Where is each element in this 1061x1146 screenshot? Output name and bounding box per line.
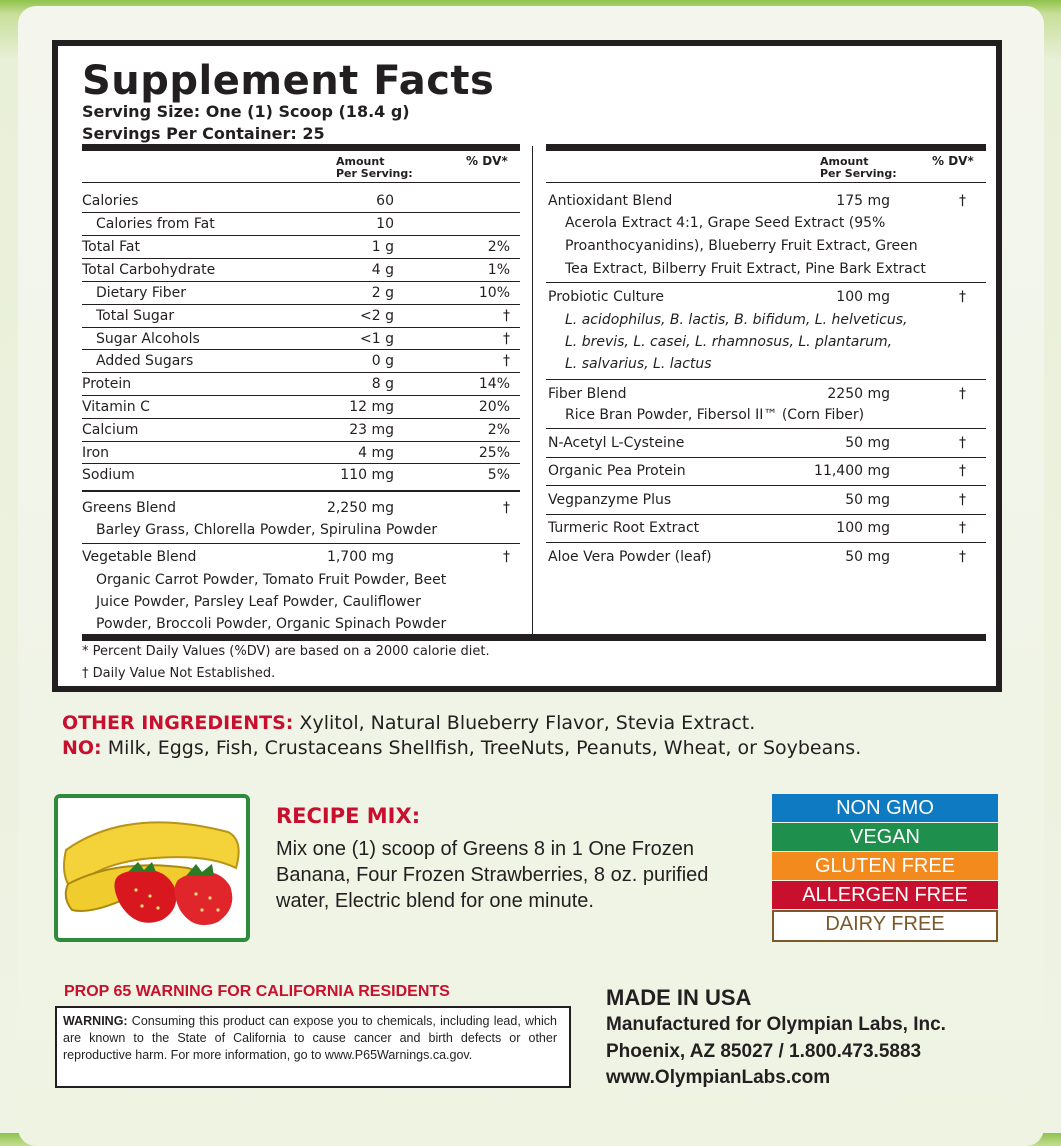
rule: [82, 463, 520, 464]
nutrient-dv: †: [959, 193, 966, 209]
nutrient-row: [548, 489, 986, 511]
nutrient-amount: 2 g: [371, 285, 394, 301]
nutrient-dv: †: [503, 353, 510, 369]
other-ingredients-text: Xylitol, Natural Blueberry Flavor, Stevia Extract.: [293, 712, 756, 734]
nutrient-name: Total Fat: [82, 239, 140, 255]
recipe-text: Mix one (1) scoop of Greens 8 in 1 One Frozen Banana, Four Frozen Strawberries, 8 oz. purified water, Electric blend for one minute.: [276, 838, 709, 912]
nutrient-name: Sugar Alcohols: [96, 331, 200, 347]
nutrient-name: Vitamin C: [82, 399, 150, 415]
nutrient-name: Added Sugars: [96, 353, 194, 369]
nutrient-row: [82, 213, 520, 235]
nutrient-name: Calories: [82, 193, 139, 209]
nutrient-amount: 12 mg: [349, 399, 394, 415]
other-ingredients: [62, 712, 755, 734]
nutrient-amount: 60: [376, 193, 394, 209]
rule: [82, 372, 520, 373]
nutrient-row: [82, 259, 520, 281]
rule: [546, 485, 986, 486]
nutrient-row: [82, 464, 520, 486]
nutrient-name: Aloe Vera Powder (leaf): [548, 549, 712, 565]
nutrient-name: Total Carbohydrate: [82, 262, 216, 278]
servings-per-container: Servings Per Container: 25: [82, 124, 325, 143]
footnote-dagger: † Daily Value Not Established.: [82, 666, 276, 681]
nutrient-amount: 1 g: [371, 239, 394, 255]
nutrient-dv: 1%: [487, 262, 510, 278]
address-phone: Phoenix, AZ 85027 / 1.800.473.5883: [606, 1041, 922, 1062]
rule: [546, 457, 986, 458]
footer-bar: [82, 634, 986, 641]
nutrient-row: [548, 432, 986, 454]
nutrient-name: Vegpanzyme Plus: [548, 492, 672, 508]
nutrient-name: Fiber Blend: [548, 386, 627, 402]
nutrient-dv: 2%: [487, 422, 510, 438]
website: www.OlympianLabs.com: [606, 1067, 831, 1088]
nutrient-amount: 1,700 mg: [326, 549, 394, 565]
nutrient-row-antioxidant: [548, 190, 986, 212]
nutrient-name: Dietary Fiber: [96, 285, 187, 301]
nutrient-row: [548, 460, 986, 482]
nutrient-amount: 50 mg: [845, 549, 890, 565]
rule: [546, 514, 986, 515]
nutrient-name: Greens Blend: [82, 500, 177, 516]
rule: [82, 235, 520, 236]
no-text: Milk, Eggs, Fish, Crustaceans Shellfish, TreeNuts, Peanuts, Wheat, or Soybeans.: [101, 737, 862, 759]
nutrient-amount: 50 mg: [845, 435, 890, 451]
badge-dairy-free: DAIRY FREE: [772, 910, 998, 942]
nutrient-name: Organic Pea Protein: [548, 463, 686, 479]
nutrient-row: [82, 190, 520, 212]
header-bar-left: [82, 144, 520, 151]
nutrient-amount: <1 g: [360, 331, 394, 347]
nutrient-amount: 175 mg: [836, 193, 890, 209]
nutrient-row-greens: [82, 497, 520, 519]
vegetable-ingredients-2: Juice Powder, Parsley Leaf Powder, Cauliflower: [96, 594, 421, 610]
nutrient-amount: 4 mg: [358, 445, 394, 461]
nutrient-name: Calcium: [82, 422, 139, 438]
col-dv-left: % DV*: [466, 154, 508, 168]
rule: [82, 395, 520, 396]
nutrient-dv: †: [959, 386, 966, 402]
probiotic-strains-2: L. brevis, L. casei, L. rhamnosus, L. plantarum,: [565, 334, 893, 350]
nutrient-row: [82, 373, 520, 395]
nutrient-amount: 2250 mg: [827, 386, 890, 402]
no-label: NO:: [62, 737, 102, 759]
nutrient-name: Protein: [82, 376, 132, 392]
nutrient-amount: 50 mg: [845, 492, 890, 508]
nutrient-dv: 2%: [487, 239, 510, 255]
col-amount-right: Amount Per Serving:: [820, 155, 897, 180]
rule: [82, 490, 520, 492]
nutrient-amount: 11,400 mg: [814, 463, 890, 479]
nutrient-name: Iron: [82, 445, 110, 461]
banana-strawberry-image: [58, 798, 246, 938]
col-amount-left: Amount Per Serving:: [336, 155, 413, 180]
nutrient-row: [82, 282, 520, 304]
nutrient-row-fiber: [548, 383, 986, 405]
serving-size: Serving Size: One (1) Scoop (18.4 g): [82, 102, 410, 121]
nutrient-amount: 0 g: [371, 353, 394, 369]
rule: [82, 258, 520, 259]
rule: [546, 282, 986, 283]
badge-allergen-free: ALLERGEN FREE: [772, 881, 998, 909]
rule: [82, 281, 520, 282]
nutrient-dv: †: [959, 435, 966, 451]
nutrient-row: [548, 546, 986, 568]
rule: [82, 418, 520, 419]
nutrient-name: Turmeric Root Extract: [548, 520, 700, 536]
nutrient-row-vegetable: [82, 546, 520, 568]
allergen-free-list: [62, 737, 861, 759]
nutrient-name: Vegetable Blend: [82, 549, 197, 565]
vegetable-ingredients-3: Powder, Broccoli Powder, Organic Spinach Powder: [96, 616, 447, 632]
nutrient-amount: 10: [376, 216, 394, 232]
recipe-title: RECIPE MIX:: [276, 804, 421, 828]
nutrient-dv: 25%: [478, 445, 510, 461]
supplement-facts-panel: [52, 40, 1002, 692]
nutrient-amount: 8 g: [371, 376, 394, 392]
rule: [82, 327, 520, 328]
made-in-usa: MADE IN USA: [606, 985, 752, 1010]
footnote-dv: * Percent Daily Values (%DV) are based on a 2000 calorie diet.: [82, 644, 490, 659]
header-bar-right: [546, 144, 986, 151]
column-divider: [532, 146, 533, 634]
nutrient-name: Calories from Fat: [96, 216, 215, 232]
probiotic-strains-1: L. acidophilus, B. lactis, B. bifidum, L. helveticus,: [565, 312, 908, 328]
nutrient-dv: †: [959, 463, 966, 479]
nutrient-dv: †: [959, 289, 966, 305]
warning-label: WARNING:: [63, 1014, 128, 1028]
rule: [82, 543, 520, 544]
antioxidant-ingredients-1: Acerola Extract 4:1, Grape Seed Extract (95%: [565, 215, 886, 231]
nutrient-row: [82, 350, 520, 372]
rule: [546, 182, 986, 183]
antioxidant-ingredients-3: Tea Extract, Bilberry Fruit Extract, Pine Bark Extract: [565, 261, 926, 277]
greens-ingredients: Barley Grass, Chlorella Powder, Spirulina Powder: [96, 522, 438, 538]
nutrient-name: Probiotic Culture: [548, 289, 665, 305]
nutrient-amount: 2,250 mg: [326, 500, 394, 516]
rule: [82, 304, 520, 305]
nutrient-name: N-Acetyl L-Cysteine: [548, 435, 685, 451]
rule: [546, 428, 986, 429]
recipe-photo: [54, 794, 250, 942]
nutrient-dv: †: [959, 549, 966, 565]
prop65-warning-box: [55, 1006, 571, 1088]
nutrient-row-probiotic: [548, 286, 986, 308]
nutrient-row: [548, 517, 986, 539]
fiber-ingredients: Rice Bran Powder, Fibersol II™ (Corn Fiber): [565, 407, 865, 423]
nutrient-amount: <2 g: [360, 308, 394, 324]
manufacturer: Manufactured for Olympian Labs, Inc.: [606, 1014, 946, 1035]
nutrient-name: Antioxidant Blend: [548, 193, 673, 209]
nutrient-row: [82, 328, 520, 350]
nutrient-row: [82, 305, 520, 327]
warning-text: Consuming this product can expose you to chemicals, including lead, which are known to the State of California to cause cancer and birth defects or other reproductive harm. For more information, go to www.P65Warnings.ca.gov.: [63, 1014, 557, 1062]
nutrient-dv: †: [503, 500, 510, 516]
nutrient-amount: 110 mg: [340, 467, 394, 483]
nutrient-amount: 100 mg: [836, 520, 890, 536]
certification-badges: [772, 794, 998, 943]
rule: [546, 542, 986, 543]
nutrient-dv: 20%: [478, 399, 510, 415]
col-dv-right: % DV*: [932, 154, 974, 168]
nutrient-row: [82, 442, 520, 464]
nutrient-name: Sodium: [82, 467, 135, 483]
nutrient-dv: †: [959, 492, 966, 508]
rule: [82, 182, 520, 183]
badge-gluten-free: GLUTEN FREE: [772, 852, 998, 880]
nutrient-dv: †: [503, 331, 510, 347]
nutrient-name: Total Sugar: [96, 308, 175, 324]
probiotic-strains-3: L. salvarius, L. lactus: [565, 356, 712, 372]
badge-non-gmo: NON GMO: [772, 794, 998, 822]
rule: [82, 212, 520, 213]
rule: [82, 441, 520, 442]
nutrient-amount: 4 g: [371, 262, 394, 278]
badge-vegan: VEGAN: [772, 823, 998, 851]
nutrient-dv: 10%: [478, 285, 510, 301]
rule: [546, 379, 986, 380]
prop65-title: PROP 65 WARNING FOR CALIFORNIA RESIDENTS: [64, 983, 450, 1000]
nutrient-amount: 100 mg: [836, 289, 890, 305]
vegetable-ingredients-1: Organic Carrot Powder, Tomato Fruit Powder, Beet: [96, 572, 447, 588]
nutrient-row: [82, 419, 520, 441]
nutrient-row: [82, 236, 520, 258]
nutrient-dv: 14%: [478, 376, 510, 392]
facts-title: Supplement Facts: [82, 58, 495, 104]
nutrient-row: [82, 396, 520, 418]
nutrient-dv: †: [503, 549, 510, 565]
nutrient-dv: 5%: [487, 467, 510, 483]
other-ingredients-label: OTHER INGREDIENTS:: [62, 712, 294, 734]
antioxidant-ingredients-2: Proanthocyanidins), Blueberry Fruit Extract, Green: [565, 238, 918, 254]
nutrient-amount: 23 mg: [349, 422, 394, 438]
nutrient-dv: †: [959, 520, 966, 536]
rule: [82, 349, 520, 350]
nutrient-dv: †: [503, 308, 510, 324]
